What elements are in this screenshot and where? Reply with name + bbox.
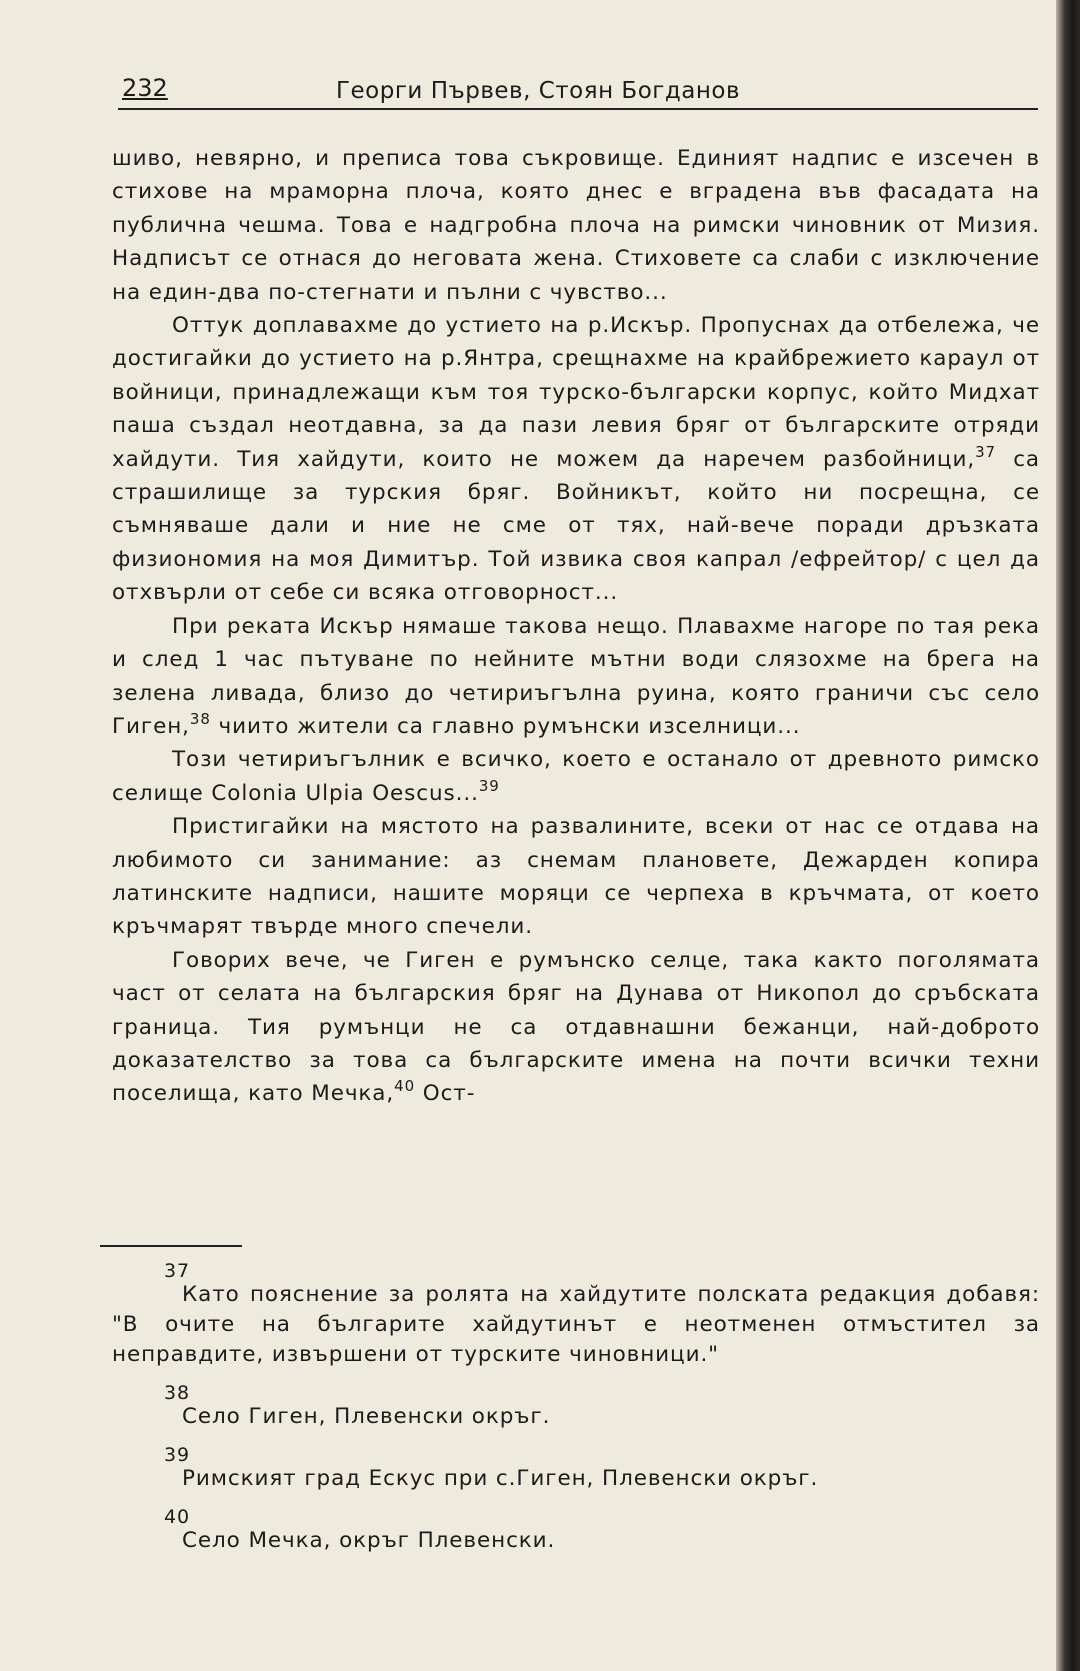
paragraph-text: чиито жители са главно румънски изселници...: [210, 713, 801, 739]
book-spine-shadow: [1056, 0, 1080, 1671]
footnote-number: 39: [164, 1444, 190, 1466]
footnote-text: Като пояснение за ролята на хайдутите полската редакция добавя: "В очите на българите хайдутинът е неотменен отмъстител за неправдите, извършени от турските чиновници.": [112, 1282, 1040, 1367]
footnote: [112, 1384, 1040, 1432]
footnote-ref: 39: [478, 776, 500, 795]
paragraph: [112, 610, 1040, 744]
body-text: [112, 142, 1040, 1111]
footnote: [112, 1508, 1040, 1556]
footnote: [112, 1446, 1040, 1494]
paragraph-text: Говорих вече, че Гиген е румънско селце, така както поголямата част от селата на българския бряг на Дунава от Никопол до сръбската граница. Тия румънци не са отдавнашни бежанци, най-доброто доказателство за това са българските имена на почти всички техни поселища, като Мечка,: [112, 947, 1040, 1107]
footnote: [112, 1262, 1040, 1370]
paragraph-text: Ост-: [415, 1081, 476, 1107]
paragraph-text: При реката Искър нямаше такова нещо. Плавахме нагоре по тая река и след 1 час пътуване по нейните мътни води слязохме на брега на зелена ливада, близо до четириъгълна руина, която граничи със село Гиген,: [112, 613, 1040, 739]
paragraph-text: шиво, невярно, и преписа това съкровище. Единият надпис е изсечен в стихове на мраморна плоча, която днес е вградена във фасадата на публична чешма. Това е надгробна плоча на римски чиновник от Мизия. Надписът се отнася до неговата жена. Стиховете са слаби с изключение на един-два по-стегнати и пълни с чувство...: [112, 146, 1040, 305]
page-header: [118, 74, 1038, 110]
paragraph: [112, 944, 1040, 1111]
paragraph-text: Този четириъгълник е всичко, което е останало от древното римско селище Colonia Ulpia Oescus...: [112, 747, 1040, 806]
footnote-number: 38: [164, 1382, 190, 1404]
footnote-ref: 37: [975, 442, 996, 461]
paragraph-text: Оттук доплавахме до устието на р.Искър. Пропуснах да отбележа, че достигайки до устието на р.Янтра, срещнахме на крайбрежието караул от войници, принадлежащи към тоя турско-български корпус, който Мидхат паша създал неотдавна, за да пази левия бряг от българските отряди хайдути. Тия хайдути, които не можем да наречем разбойници,: [112, 313, 1040, 472]
paragraph-text: Пристигайки на мястото на развалините, всеки от нас се отдава на любимото си занимание: аз снемам плановете, Дежарден копира латинските надписи, нашите моряци се черпеха в кръчмата, от което кръчмарят твърде много спечели.: [112, 814, 1040, 940]
footnotes: [112, 1262, 1040, 1570]
footnote-number: 37: [164, 1260, 190, 1282]
paragraph: [112, 309, 1040, 610]
footnote-divider: [100, 1245, 242, 1247]
footnote-ref: 38: [189, 709, 211, 728]
paragraph: [112, 743, 1040, 810]
footnote-ref: 40: [394, 1077, 416, 1096]
footnote-number: 40: [164, 1506, 190, 1528]
page-number: 232: [122, 74, 168, 102]
footnote-text: Село Гиген, Плевенски окръг.: [182, 1404, 551, 1429]
footnote-text: Римският град Ескус при с.Гиген, Плевенски окръг.: [182, 1466, 819, 1491]
footnote-text: Село Мечка, окръг Плевенски.: [182, 1528, 556, 1553]
running-head: Георги Първев, Стоян Богданов: [336, 78, 741, 104]
paragraph: [112, 810, 1040, 944]
paragraph-text: са страшилище за турския бряг. Войникът, който ни посрещна, се съмняваше дали и ние не сме от тях, най-вече поради дръзката физиономия на моя Димитър. Той извика своя капрал /ефрейтор/ с цел да отхвърли от себе си всяка отговорност...: [112, 446, 1040, 606]
paragraph: [112, 142, 1040, 309]
